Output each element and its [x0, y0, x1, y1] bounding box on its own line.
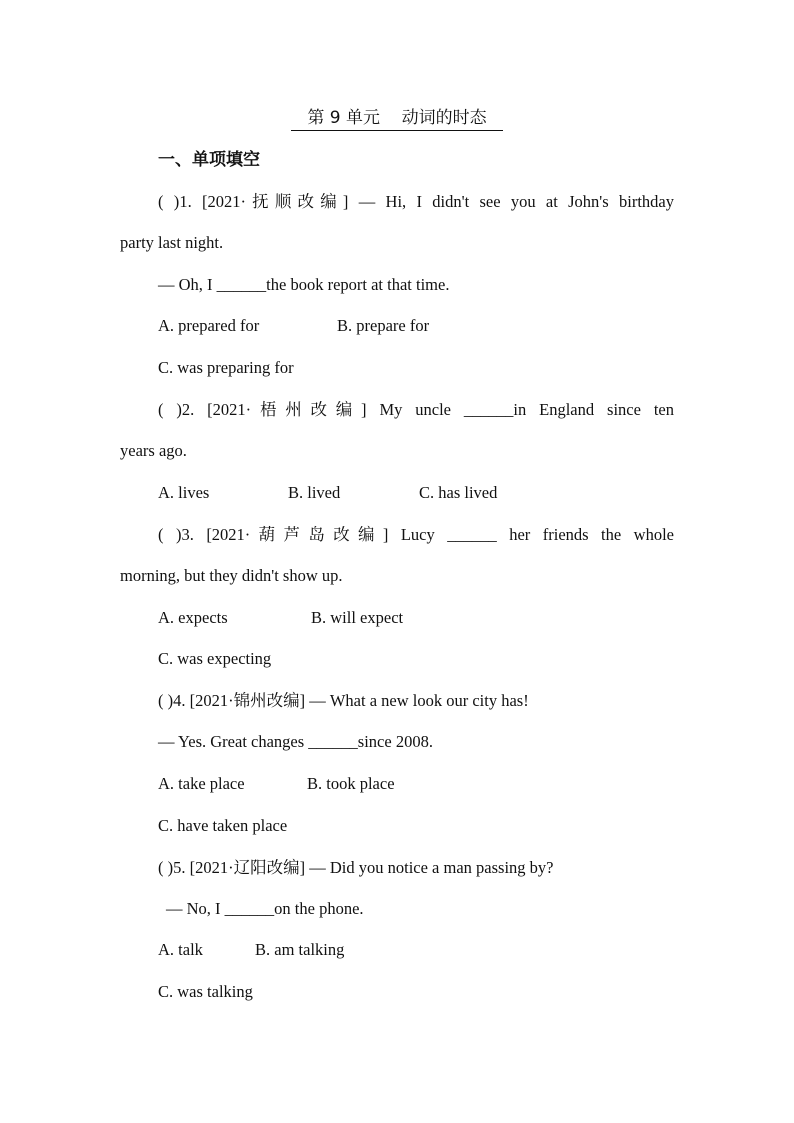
option-a: A. lives	[158, 483, 210, 502]
page-title	[0, 106, 794, 131]
question-5-line-2: — No, I ______on the phone.	[166, 899, 364, 918]
question-3-line-1	[120, 523, 674, 547]
option-a: A. take place	[158, 774, 245, 793]
question-text: 1. [2021·抚顺改编] — Hi, I didn't see you at John's birthday	[179, 192, 674, 211]
topic-label: 动词的时态	[401, 108, 487, 128]
option-c: C. was preparing for	[158, 358, 294, 377]
question-text: 2. [2021·梧州改编] My uncle ______in England since ten	[181, 400, 674, 419]
answer-paren: ( )	[158, 691, 174, 710]
option-c: C. have taken place	[158, 816, 288, 835]
question-text: 4. [2021·锦州改编] — What a new look our city has!	[173, 691, 529, 710]
title-underline	[291, 106, 503, 131]
option-a: A. talk	[158, 940, 203, 959]
question-2-line-2: years ago.	[120, 441, 187, 460]
question-1-line-3: — Oh, I ______the book report at that time.	[158, 275, 450, 294]
question-4-line-1	[158, 689, 529, 713]
unit-label: 第 9 单元	[307, 108, 380, 128]
question-1-line-2: party last night.	[120, 233, 224, 252]
answer-paren: ( )	[158, 858, 174, 877]
option-b: B. will expect	[311, 608, 404, 627]
option-c: C. has lived	[419, 483, 498, 502]
answer-paren: ( )	[158, 400, 182, 419]
question-1-line-1	[120, 190, 674, 214]
question-3-line-2: morning, but they didn't show up.	[120, 566, 343, 585]
option-b: B. am talking	[255, 940, 345, 959]
section-heading: 一、单项填空	[158, 150, 260, 170]
question-5-line-1	[158, 856, 553, 880]
option-c: C. was expecting	[158, 649, 272, 668]
question-text: 5. [2021·辽阳改编] — Did you notice a man passing by?	[173, 858, 554, 877]
question-text: 3. [2021·葫芦岛改编] Lucy ______ her friends the whole	[181, 525, 674, 544]
question-2-line-1	[120, 398, 674, 422]
answer-paren: ( )	[158, 525, 182, 544]
option-a: A. expects	[158, 608, 228, 627]
question-4-line-2: — Yes. Great changes ______since 2008.	[158, 732, 433, 751]
option-b: B. took place	[307, 774, 395, 793]
answer-paren: ( )	[158, 192, 180, 211]
option-b: B. lived	[288, 483, 341, 502]
option-b: B. prepare for	[337, 316, 430, 335]
option-c: C. was talking	[158, 982, 253, 1001]
option-a: A. prepared for	[158, 316, 260, 335]
